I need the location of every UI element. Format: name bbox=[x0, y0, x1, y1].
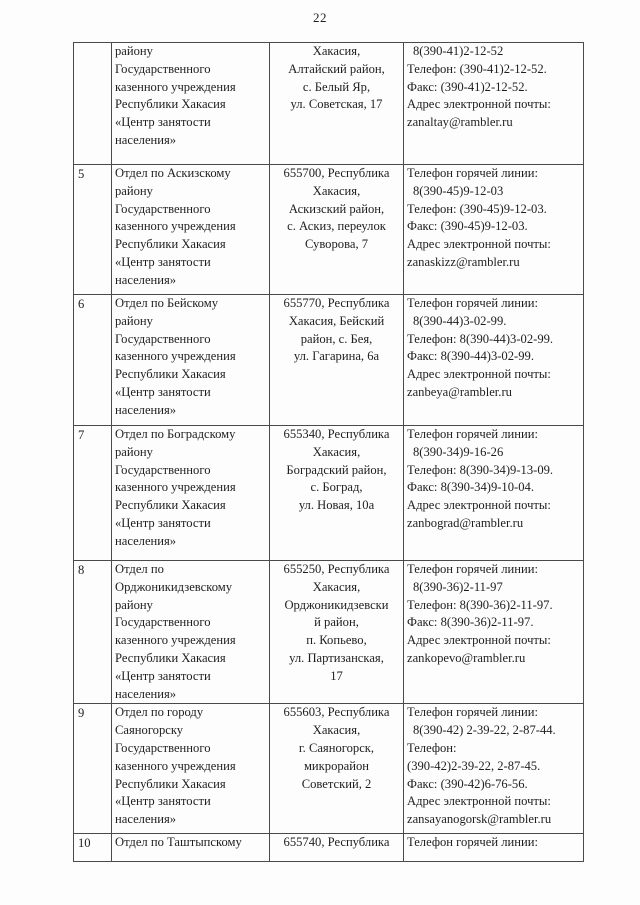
name-line: Орджоникидзевскому bbox=[115, 579, 233, 594]
address-line: Боградский район, bbox=[286, 462, 387, 477]
contacts-line: Телефон: bbox=[407, 740, 457, 755]
table-row bbox=[74, 43, 584, 165]
name-line: Отдел по городу bbox=[115, 705, 204, 720]
name-line: Государственного bbox=[115, 331, 211, 346]
name-line: «Центр занятости bbox=[115, 515, 211, 530]
contacts-line: 8(390-41)2-12-52 bbox=[413, 44, 504, 58]
office-name-cell bbox=[112, 165, 270, 295]
contacts-line: Телефон горячей линии: bbox=[407, 562, 538, 576]
contacts-line: zanaltay@rambler.ru bbox=[407, 115, 513, 130]
address-line: Аскизский район, bbox=[288, 201, 385, 216]
name-line: «Центр занятости bbox=[115, 668, 211, 683]
page-number: 22 bbox=[313, 10, 327, 25]
name-line: Отдел по Боградскому bbox=[115, 427, 236, 441]
name-line: Отдел по Аскизскому bbox=[115, 166, 231, 180]
name-line: району bbox=[115, 313, 153, 328]
name-line: казенного учреждения bbox=[115, 758, 236, 773]
office-address-cell bbox=[270, 561, 404, 704]
office-name-cell bbox=[112, 561, 270, 704]
address-line: Хакасия, Бейский bbox=[288, 313, 385, 328]
address-line: 655740, Республика bbox=[283, 835, 390, 850]
table-row bbox=[74, 426, 584, 561]
contacts-line: Телефон горячей линии: bbox=[407, 835, 538, 850]
address-line: ул. Новая, 10а bbox=[298, 498, 375, 513]
address-line: Советский, 2 bbox=[301, 776, 372, 791]
office-address-cell bbox=[270, 426, 404, 561]
row-number-cell bbox=[74, 43, 112, 165]
contacts-line: Факс: (390-41)2-12-52. bbox=[407, 79, 528, 94]
name-line: «Центр занятости bbox=[115, 384, 211, 399]
contacts-line: zankopevo@rambler.ru bbox=[407, 650, 526, 665]
address-line: Суворова, 7 bbox=[304, 237, 369, 252]
name-line: Отдел по Таштыпскому bbox=[115, 835, 242, 850]
contacts-line: Адрес электронной почты: bbox=[407, 633, 551, 648]
contacts-line: zansayanogorsk@rambler.ru bbox=[407, 812, 552, 827]
contacts-line: Телефон горячей линии: bbox=[407, 296, 538, 310]
address-line: с. Аскиз, переулок bbox=[287, 219, 386, 234]
contacts-line: zanbeya@rambler.ru bbox=[407, 384, 512, 399]
address-line: Хакасия, bbox=[312, 579, 361, 594]
contacts-line: Факс: (390-42)6-76-56. bbox=[407, 776, 528, 791]
table-row bbox=[74, 165, 584, 295]
table-row bbox=[74, 834, 584, 862]
name-line: населения» bbox=[115, 533, 177, 548]
name-line: району bbox=[115, 44, 153, 58]
address-line: Орджоникидзевски bbox=[284, 597, 389, 612]
address-line: 655770, Республика bbox=[283, 296, 390, 310]
table-row bbox=[74, 295, 584, 426]
employment-offices-table bbox=[73, 42, 584, 862]
office-address-cell bbox=[270, 295, 404, 426]
address-line: й район, bbox=[314, 615, 359, 630]
name-line: району bbox=[115, 444, 153, 459]
contacts-line: Телефон горячей линии: bbox=[407, 705, 538, 720]
office-contacts-cell bbox=[404, 295, 584, 426]
table-row bbox=[74, 704, 584, 834]
contacts-line: Адрес электронной почты: bbox=[407, 237, 551, 252]
office-name-cell bbox=[112, 426, 270, 561]
address-line: ул. Гагарина, 6а bbox=[293, 349, 380, 364]
address-line: 655603, Республика bbox=[283, 705, 390, 720]
address-line: Хакасия, bbox=[312, 183, 361, 198]
office-contacts-cell bbox=[404, 165, 584, 295]
name-line: казенного учреждения bbox=[115, 79, 236, 94]
address-line: 655700, Республика bbox=[283, 166, 390, 180]
contacts-line: Адрес электронной почты: bbox=[407, 794, 551, 809]
address-line: район, с. Бея, bbox=[300, 331, 373, 346]
name-line: казенного учреждения bbox=[115, 633, 236, 648]
contacts-line: Факс: 8(390-34)9-10-04. bbox=[407, 480, 534, 495]
address-line: 655250, Республика bbox=[283, 562, 390, 576]
name-line: «Центр занятости bbox=[115, 794, 211, 809]
row-number-cell: 6 bbox=[74, 295, 112, 426]
name-line: Государственного bbox=[115, 201, 211, 216]
address-line: ул. Советская, 17 bbox=[290, 97, 383, 112]
address-line: ул. Партизанская, bbox=[289, 650, 384, 665]
name-line: Государственного bbox=[115, 61, 211, 76]
name-line: казенного учреждения bbox=[115, 219, 236, 234]
contacts-line: Телефон горячей линии: bbox=[407, 427, 538, 441]
contacts-line: Телефон: 8(390-44)3-02-99. bbox=[407, 331, 554, 346]
name-line: Республики Хакасия bbox=[115, 367, 226, 382]
address-line: 17 bbox=[330, 668, 343, 683]
office-contacts-cell bbox=[404, 43, 584, 165]
name-line: Республики Хакасия bbox=[115, 498, 226, 513]
name-line: Отдел по bbox=[115, 562, 164, 576]
contacts-line: Факс: 8(390-44)3-02-99. bbox=[407, 349, 534, 364]
contacts-line: Факс: (390-45)9-12-03. bbox=[407, 219, 528, 234]
name-line: населения» bbox=[115, 686, 177, 701]
address-line: п. Копьево, bbox=[306, 633, 367, 648]
address-line: Хакасия, bbox=[312, 444, 361, 459]
row-number-cell: 7 bbox=[74, 426, 112, 561]
contacts-line: Телефон горячей линии: bbox=[407, 166, 538, 180]
name-line: населения» bbox=[115, 272, 177, 287]
name-line: Отдел по Бейскому bbox=[115, 296, 219, 310]
address-line: Хакасия, bbox=[312, 44, 361, 58]
table-row bbox=[74, 561, 584, 704]
contacts-line: zanbograd@rambler.ru bbox=[407, 515, 524, 530]
address-line: Алтайский район, bbox=[288, 61, 385, 76]
contacts-line: Телефон: 8(390-36)2-11-97. bbox=[407, 597, 553, 612]
row-number-cell: 5 bbox=[74, 165, 112, 295]
contacts-line: Адрес электронной почты: bbox=[407, 498, 551, 513]
contacts-line: Телефон: (390-45)9-12-03. bbox=[407, 201, 547, 216]
address-line: микрорайон bbox=[303, 758, 370, 773]
name-line: населения» bbox=[115, 402, 177, 417]
contacts-line: Телефон: 8(390-34)9-13-09. bbox=[407, 462, 554, 477]
office-address-cell bbox=[270, 834, 404, 862]
contacts-line: Телефон: (390-41)2-12-52. bbox=[407, 61, 547, 76]
name-line: Республики Хакасия bbox=[115, 97, 226, 112]
contacts-line: zanaskizz@rambler.ru bbox=[407, 254, 520, 269]
contacts-line: 8(390-45)9-12-03 bbox=[413, 183, 504, 198]
office-contacts-cell bbox=[404, 561, 584, 704]
name-line: Республики Хакасия bbox=[115, 237, 226, 252]
name-line: Республики Хакасия bbox=[115, 650, 226, 665]
office-contacts-cell bbox=[404, 834, 584, 862]
contacts-line: Адрес электронной почты: bbox=[407, 97, 551, 112]
name-line: району bbox=[115, 183, 153, 198]
name-line: Республики Хакасия bbox=[115, 776, 226, 791]
contacts-line: Факс: 8(390-36)2-11-97. bbox=[407, 615, 534, 630]
address-line: 655340, Республика bbox=[283, 427, 390, 441]
name-line: населения» bbox=[115, 132, 177, 147]
name-line: «Центр занятости bbox=[115, 254, 211, 269]
office-name-cell bbox=[112, 295, 270, 426]
office-address-cell bbox=[270, 43, 404, 165]
office-name-cell bbox=[112, 43, 270, 165]
name-line: району bbox=[115, 597, 153, 612]
table-body bbox=[74, 43, 584, 862]
name-line: казенного учреждения bbox=[115, 480, 236, 495]
name-line: казенного учреждения bbox=[115, 349, 236, 364]
address-line: г. Саяногорск, bbox=[298, 740, 375, 755]
office-address-cell bbox=[270, 704, 404, 834]
name-line: Саяногорску bbox=[115, 723, 184, 738]
office-name-cell bbox=[112, 704, 270, 834]
name-line: Государственного bbox=[115, 740, 211, 755]
contacts-line: 8(390-42) 2-39-22, 2-87-44. bbox=[413, 723, 556, 738]
office-address-cell bbox=[270, 165, 404, 295]
address-line: с. Боград, bbox=[310, 480, 363, 495]
office-contacts-cell bbox=[404, 704, 584, 834]
name-line: Государственного bbox=[115, 462, 211, 477]
name-line: «Центр занятости bbox=[115, 115, 211, 130]
contacts-line: (390-42)2-39-22, 2-87-45. bbox=[407, 758, 541, 773]
row-number-cell: 8 bbox=[74, 561, 112, 704]
contacts-line: Адрес электронной почты: bbox=[407, 367, 551, 382]
contacts-line: 8(390-44)3-02-99. bbox=[413, 313, 507, 328]
contacts-line: 8(390-36)2-11-97 bbox=[413, 579, 503, 594]
address-line: с. Белый Яр, bbox=[302, 79, 371, 94]
row-number-cell: 10 bbox=[74, 834, 112, 862]
office-contacts-cell bbox=[404, 426, 584, 561]
name-line: Государственного bbox=[115, 615, 211, 630]
name-line: населения» bbox=[115, 812, 177, 827]
office-name-cell bbox=[112, 834, 270, 862]
contacts-line: 8(390-34)9-16-26 bbox=[413, 444, 504, 459]
row-number-cell: 9 bbox=[74, 704, 112, 834]
address-line: Хакасия, bbox=[312, 723, 361, 738]
